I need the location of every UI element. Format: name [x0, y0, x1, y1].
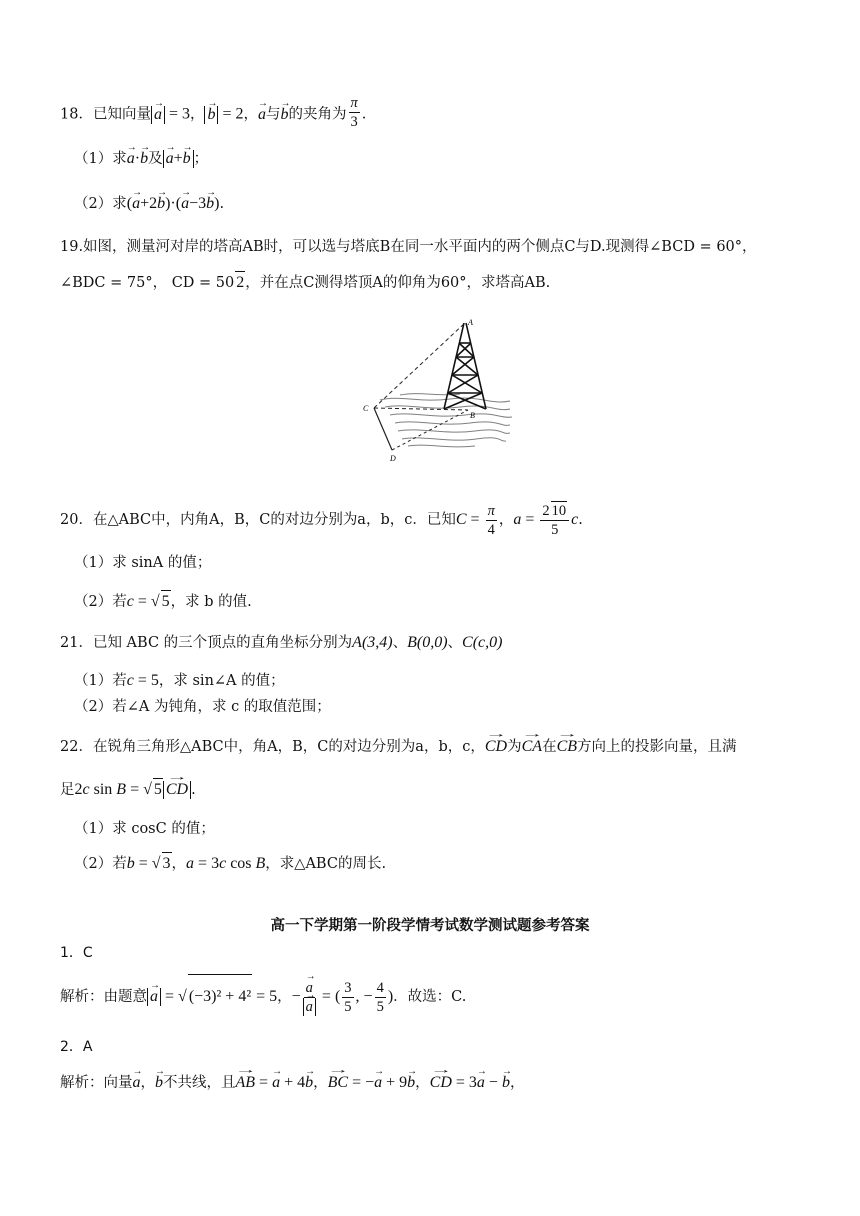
q18-with: 与	[266, 106, 281, 123]
q20-part2: （2）若c = √ 5，求 b 的值.	[74, 590, 800, 613]
answer-2-expl-b: ，	[140, 1075, 155, 1091]
q18-pi-over-3: $\frac{\pi}{3}$	[350, 95, 358, 130]
line-cb	[374, 408, 468, 410]
q19-line2: ∠BDC = 75°， CD = 50 2，并在点C测得塔顶A的仰角为60°，求塔高AB.	[60, 271, 800, 294]
answer-1-expl-b: ．故选：C.	[393, 989, 467, 1005]
q19-line1: 19.如图，测量河对岸的塔高AB时，可以选与塔底B在同一水平面内的两个侧点C与D.现测得∠BCD = 60°，	[60, 239, 757, 255]
q22-line1: 22．在锐角三角形△ABC中，角A，B，C的对边分别为a，b，c，→ CD为→ CA在→ CB方向上的投影向量，且满	[60, 736, 800, 758]
answer-1-expl-a: 解析：由题意	[60, 989, 147, 1005]
answer-2-expl-a: 解析：向量	[60, 1075, 133, 1091]
tower	[444, 323, 486, 409]
answer-2-expl-d: ，	[509, 1075, 525, 1091]
q21-point-c: C(c,0)	[462, 634, 503, 651]
q18-part2-end: .	[219, 196, 225, 212]
q18-line1: 18．已知向量→ a = 3，→ b = 2，→ a与→ b的夹角为 $\frac{\pi}{3}$ .	[60, 98, 800, 128]
q18-part2-label: （2）求	[74, 196, 127, 212]
q18-part1-label: （1）求	[74, 151, 127, 167]
q20-sep: ，	[498, 512, 514, 528]
answer-1-frac-3-5: $\frac{3}{5}$	[344, 979, 352, 1015]
q21-part1-text: ，求 sin∠A 的值；	[158, 673, 285, 689]
q21-point-a: A(3,4)	[352, 634, 393, 651]
q22-line1-c: 在	[542, 739, 557, 755]
q20-part2-text: ，求 b 的值.	[170, 594, 252, 610]
q20-line1-text: 20．在△ABC中，内角A，B，C的对边分别为a，b，c．已知	[60, 512, 456, 528]
q22-line1-a: 22．在锐角三角形△ABC中，角A，B，C的对边分别为a，b，c，	[60, 739, 485, 755]
q18-part1-end: ；	[193, 151, 209, 167]
q21-point-b: B(0,0)	[407, 634, 448, 651]
label-c: C	[363, 404, 369, 413]
q18-part1: （1）求→ a·→ b及→ a+→ b ；	[74, 148, 800, 170]
q22-line2-a: 足	[60, 782, 75, 798]
answer-1-frac-4-5: $\frac{4}{5}$	[376, 979, 384, 1015]
q20-pi-over-4: $\frac{\pi}{4}$	[487, 502, 495, 538]
answer-2-expl-c: 不共线，且	[163, 1075, 236, 1091]
q21-sep1: 、	[392, 635, 408, 651]
answers-title: 高一下学期第一阶段学情考试数学测试题参考答案	[270, 918, 590, 934]
q21-part2: （2）若∠A 为钝角，求 c 的取值范围；	[74, 699, 331, 715]
q19-line2-b: ，并在点C测得塔顶A的仰角为60°，求塔高AB.	[245, 275, 551, 291]
q22-part2-sep: ，	[171, 856, 187, 872]
q22-part2: （2）若b = √ 3，a = 3c cos B，求△ABC的周长.	[74, 852, 800, 875]
q21-line1-text: 21．已知 ABC 的三个顶点的直角坐标分别为	[60, 635, 353, 651]
q19-line2-a: ∠BDC = 75°， CD = 50	[60, 275, 235, 291]
answer-1-unit-frac: → a → a	[303, 979, 316, 1016]
q18-part2: （2）求(→ a+2→ b)·(→ a−3→ b).	[74, 193, 800, 215]
q18-sep2: ，	[243, 106, 259, 123]
q22-line1-b: 为	[507, 739, 522, 755]
tower-diagram	[360, 315, 525, 465]
q21-line1	[60, 632, 800, 654]
q20-line1: 20．在△ABC中，内角A，B，C的对边分别为a，b，c．已知C = $\frac{\pi}{4}$ ，a = $\frac{2 10}{5}$ c.	[60, 502, 583, 538]
line-cd	[374, 408, 392, 450]
q21-sep2: 、	[447, 635, 463, 651]
q18-sep1: ，	[189, 106, 205, 123]
q18-number: 18．已知向量	[60, 106, 151, 123]
q22-line2: 足2c sin B = √ 5→ CD .	[60, 778, 800, 801]
q20-frac-a: $\frac{2 10}{5}$	[540, 501, 569, 539]
answer-2-explanation: 解析：向量→ a，→ b不共线，且→ AB = → a + 4→ b，→ BC = −→ a + 9→ b，→ CD = 3→ a − → b，	[60, 1072, 800, 1094]
q18-part1-and: 及	[148, 151, 163, 167]
q22-part2-label: （2）若	[74, 856, 127, 872]
q22-line1-d: 方向上的投影向量，且满	[577, 739, 737, 755]
q18-angle-text: 的夹角为	[288, 106, 347, 123]
q22-part1: （1）求 cosC 的值；	[74, 821, 215, 837]
q21-part1: （1）若c = 5，求 sin∠A 的值；	[74, 672, 285, 689]
q21-part1-label: （1）若	[74, 673, 127, 689]
label-d: D	[390, 454, 396, 463]
q20-part1: （1）求 sinA 的值；	[74, 555, 212, 571]
label-a: A	[468, 318, 473, 327]
tower-figure	[360, 315, 525, 465]
answer-1: 1．C	[60, 945, 93, 961]
label-b: B	[470, 411, 475, 420]
answer-2: 2．A	[60, 1039, 93, 1055]
answer-1-explanation: 解析：由题意→ a = √ (−3)² + 4² = 5，− → a → a = ( $\frac{3}{5}$ , − $\frac{4}{5}$ )．故选：C.	[60, 974, 800, 1018]
q20-part2-label: （2）若	[74, 594, 127, 610]
q22-line2-end: .	[191, 782, 196, 798]
q22-part2-text: ，求△ABC的周长.	[265, 856, 387, 872]
